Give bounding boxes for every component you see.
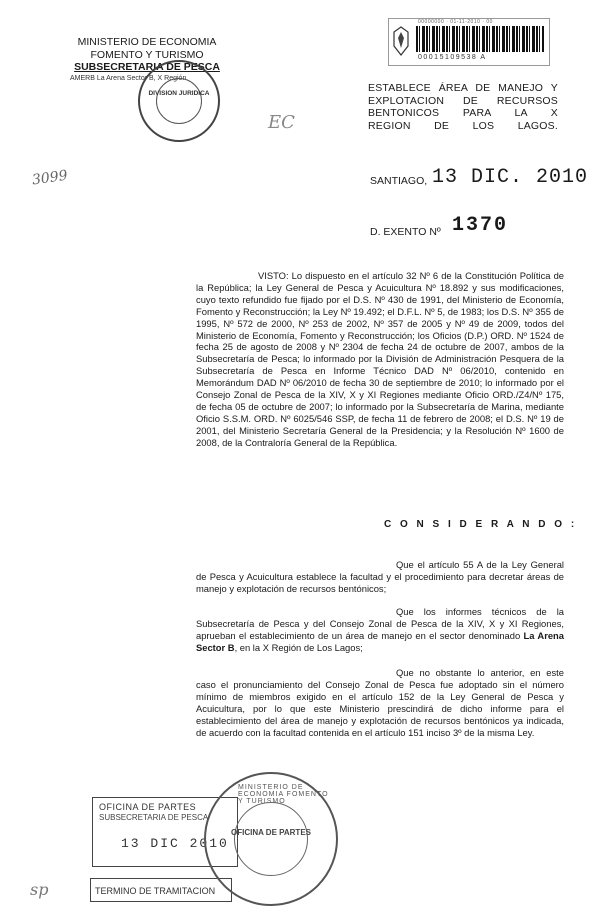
- exento-label: D. EXENTO Nº: [370, 226, 441, 238]
- seal-inner-ring: [156, 78, 202, 124]
- ministry-line-1: MINISTERIO DE ECONOMIA: [77, 36, 217, 48]
- considerando-heading: C O N S I D E R A N D O :: [384, 519, 578, 530]
- considerando-paragraph-3: Que no obstante lo anterior, en este caso el pronunciamiento del Consejo Zonal de Pesca fue adoptado sin el número mínimo de miembros exigido en el artículo 152 de la Ley General de Pesca y Acuicultura, por lo que este Ministerio prescindirá de dicho informe para el establecimiento del área de manejo y explotación de recursos bentónicos ya indicada, de acuerdo con la facultad contenida en el artículo 151 inciso 3º de la misma Ley.: [196, 667, 564, 738]
- seal-text: DIVISION JURIDICA: [148, 90, 210, 97]
- oficina-partes-seal: [204, 772, 338, 906]
- barcode-top-text: 00000000 · 01-11-2010 · 00: [418, 19, 493, 25]
- subject-line-1: ESTABLECE ÁREA DE MANEJO Y: [368, 82, 558, 94]
- visto-label: VISTO:: [258, 270, 289, 281]
- subject-line-3: BENTONICOS PARA LA X: [368, 107, 558, 119]
- visto-text: Lo dispuesto en el artículo 32 Nº 6 de la Constitución Política de la República; la Ley General de Pesca y Acuicultura Nº 18.892 y sus modificaciones, cuyo texto refundido fue fijado por el D.S. Nº 430 de 1991, del Ministerio de Economía, Fomento y Reconstrucción; la Ley Nº 19.492; el D.F.L. Nº 5, de 1983; los D.S. Nº 355 de 1995, Nº 572 de 2000, Nº 253 de 2002, Nº 357 de 2005 y Nº 49 de 2009, todos del Ministerio de Economía, Fomento y Reconstrucción; los Oficios (D.P.) ORD. Nº 1524 de fecha 25 de agosto de 2008 y Nº 2304 de fecha 24 de octubre de 2007, ambos de la Subsecretaría de Pesca; lo informado por la División de Administración Pesquera de la Subsecretaría de Pesca en Informe Técnico DAD Nº 06/2010, contenido en Memorándum DAD Nº 06/2010 de fecha 30 de septiembre de 2010; lo informado por el Consejo Zonal de Pesca de la XIV, X y XI Regiones mediante Oficio ORD./Z4/Nº 175, de fecha 05 de octubre de 2007; lo informado por la Subsecretaría de Marina, mediante Oficio S.S.M. ORD. Nº 6025/546 SSP, de fecha 11 de febrero de 2008; el D.S. Nº 19 de 2001, del Ministerio Secretaría General de la Presidencia; y la Resolución Nº 1600 de 2008, de la Contraloría General de la República.: [196, 270, 565, 448]
- handwritten-number: 3099: [31, 167, 69, 189]
- stamp-date: 13 DIC 2010: [121, 836, 229, 851]
- amerb-note: AMERB La Arena Sector B, X Región: [70, 75, 187, 82]
- para2-text-before: Que los informes técnicos de la Subsecretaría de Pesca y del Consejo Zonal de Pesca de la XIV, X y XI Regiones, aprueban el establecimiento de un área de manejo en el sector denominado: [196, 606, 564, 641]
- stamp-header: OFICINA DE PARTES: [99, 802, 197, 812]
- government-logo-icon: [392, 26, 410, 56]
- date-label: SANTIAGO,: [370, 175, 428, 187]
- division-juridica-seal: [138, 60, 220, 142]
- subject-line-2: EXPLOTACION DE RECURSOS: [368, 94, 558, 107]
- termino-tramitacion-stamp: TERMINO DE TRAMITACION: [90, 878, 232, 902]
- handwritten-initials: sp: [30, 880, 49, 899]
- barcode-number: 00015109538 A: [418, 54, 487, 61]
- seal2-inner-ring: [234, 802, 308, 876]
- para2-sector-name: La Arena Sector B: [196, 629, 564, 653]
- subject-line-4: REGION DE LOS LAGOS.: [368, 119, 558, 132]
- date-stamp: 13 DIC. 2010: [432, 166, 589, 189]
- ministry-line-2: FOMENTO Y TURISMO: [90, 48, 204, 61]
- barcode: [416, 26, 544, 52]
- document-subject: [368, 82, 558, 132]
- handwritten-ec: EC: [268, 112, 295, 133]
- considerando-paragraph-2: [196, 606, 564, 654]
- seal2-center-text: OFICINA DE PARTES: [230, 828, 311, 837]
- stamp-subheader: SUBSECRETARIA DE PESCA: [99, 813, 209, 822]
- exento-number: 1370: [452, 214, 509, 237]
- considerando-paragraph-1: Que el artículo 55 A de la Ley General de Pesca y Acuicultura establece la facultad y el procedimiento para decretar áreas de manejo y explotación de recursos bentónicos;: [196, 559, 564, 594]
- visto-paragraph: [196, 270, 564, 449]
- seal-arc-text: MINISTERIO DE ECONOMIA FOMENTO Y TURISMO: [238, 784, 329, 805]
- para2-text-after: , en la X Región de Los Lagos;: [234, 641, 363, 653]
- ministry-line-3: SUBSECRETARIA DE PESCA: [74, 61, 220, 73]
